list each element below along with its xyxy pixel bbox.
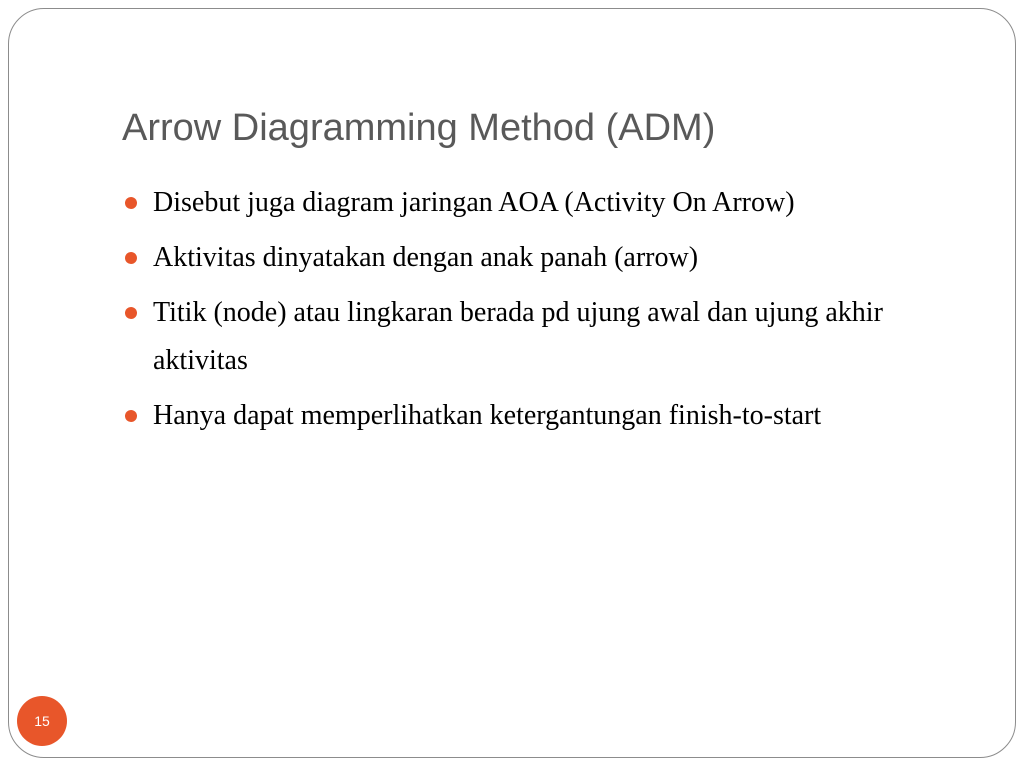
- bullet-text: Hanya dapat memperlihatkan ketergantungan finish-to-start: [153, 400, 822, 431]
- bullet-dot-icon: [125, 410, 137, 422]
- bullet-item: [124, 179, 984, 227]
- bullet-text: Titik (node) atau lingkaran berada pd ujung awal dan ujung akhir aktivitas: [153, 297, 883, 376]
- bullet-dot-icon: [125, 197, 137, 209]
- bullet-list: [124, 179, 984, 447]
- slide-title: Arrow Diagramming Method (ADM): [122, 107, 716, 149]
- bullet-dot-icon: [125, 307, 137, 319]
- bullet-text: Disebut juga diagram jaringan AOA (Activity On Arrow): [153, 187, 795, 218]
- bullet-text: Aktivitas dinyatakan dengan anak panah (arrow): [153, 242, 699, 273]
- slide-frame: [8, 8, 1016, 758]
- bullet-dot-icon: [125, 252, 137, 264]
- bullet-item: [124, 392, 984, 440]
- bullet-item: [124, 234, 984, 282]
- page-number-badge: 15: [17, 696, 67, 746]
- bullet-item: [124, 289, 984, 385]
